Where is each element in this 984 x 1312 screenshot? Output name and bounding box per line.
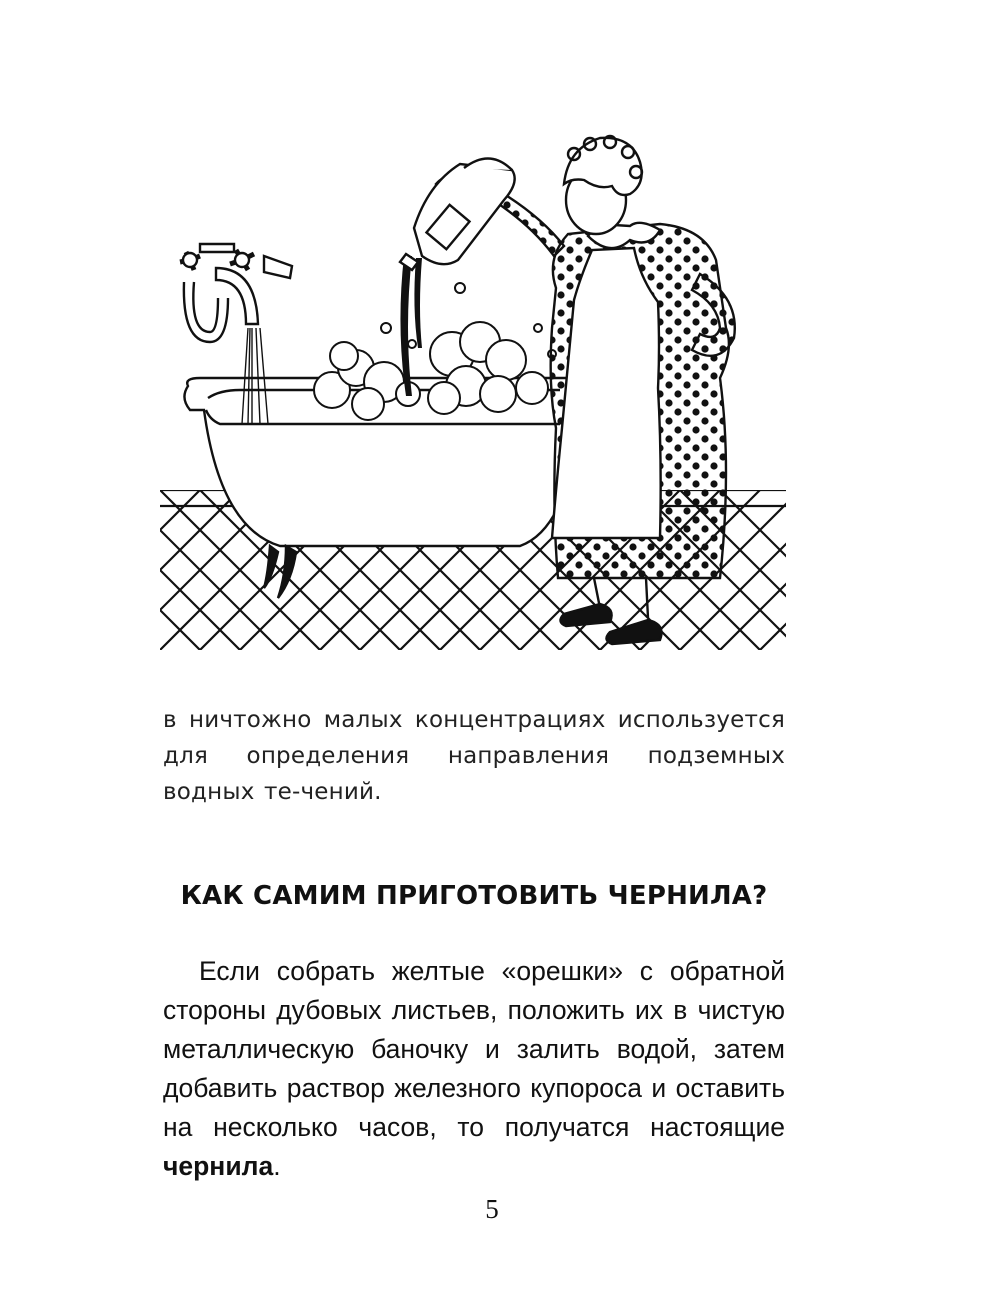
faucet	[180, 244, 292, 342]
section-heading: КАК САМИМ ПРИГОТОВИТЬ ЧЕРНИЛА?	[180, 881, 768, 911]
page-number: 5	[485, 1194, 499, 1224]
paragraph-text: Если собрать желтые «орешки» с обратной стороны дубовых листьев, положить их в чистую металлическую баночку и залить водой, затем добавить раствор железного купороса и оставить на несколько часов, то получатся настоящие	[163, 956, 785, 1142]
ink-stream	[400, 256, 422, 396]
paragraph-bold-term: чернила	[163, 1151, 274, 1181]
illustration-woman-bathtub	[160, 128, 786, 650]
paragraph-end: .	[273, 1151, 281, 1181]
section-paragraph	[163, 952, 785, 1186]
continuation-text: в ничтожно малых концентрациях используется для определения направления подземных водных те-чений.	[163, 707, 785, 805]
